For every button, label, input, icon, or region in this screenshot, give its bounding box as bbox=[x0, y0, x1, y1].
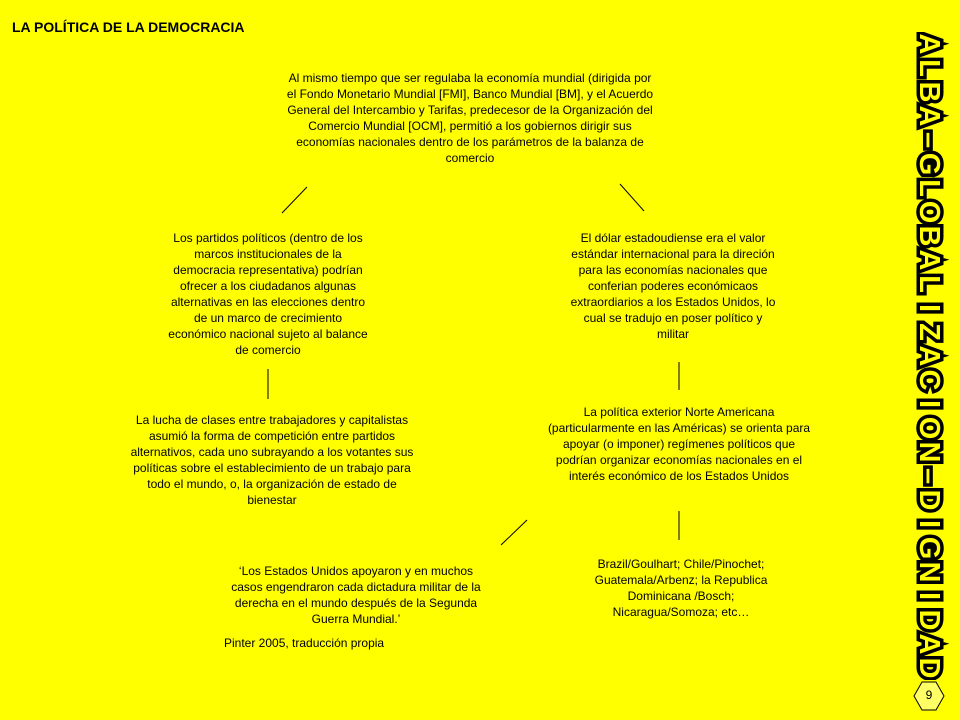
side-label-letter: B bbox=[913, 225, 945, 247]
side-label-letter: L bbox=[913, 179, 945, 197]
side-label-letter: A bbox=[913, 345, 945, 367]
side-label-letter: G bbox=[913, 536, 945, 560]
side-label-letter: A bbox=[913, 105, 945, 127]
side-label-letter: I bbox=[913, 591, 945, 601]
node-examples: Brazil/Goulhart; Chile/Pinochet; Guatemala/Arbenz; la Republica Dominicana /Bosch; Nicaragua/Somoza; etc… bbox=[594, 557, 768, 619]
side-label-letter: D bbox=[913, 609, 945, 631]
connector-top-left bbox=[282, 187, 307, 213]
side-label-letter: L bbox=[913, 59, 945, 77]
node-left-1: Los partidos políticos (dentro de los marcos institucionales de la democracia representativa) podrían ofrecer a los ciudadanos algunas alternativas en las elecciones dentro de un marco de crecimiento económico nacional sujeto al balance de comercio bbox=[168, 231, 368, 357]
connector-center-diagonal bbox=[501, 520, 527, 545]
side-label-letter: O bbox=[913, 200, 945, 224]
side-vertical-label bbox=[892, 32, 960, 680]
side-label-letter: L bbox=[913, 275, 945, 293]
side-label-letter: I bbox=[913, 399, 945, 409]
side-label-letter: C bbox=[913, 369, 945, 391]
side-label-letter: – bbox=[913, 131, 945, 149]
node-citation: Pinter 2005, traducción propia bbox=[224, 636, 385, 650]
side-label-letter: A bbox=[913, 633, 945, 655]
side-label-letter: – bbox=[913, 467, 945, 485]
page-title: LA POLÍTICA DE LA DEMOCRACIA bbox=[12, 19, 245, 35]
side-label-letter: N bbox=[913, 561, 945, 583]
connector-top-right bbox=[620, 184, 644, 211]
side-label-letter: D bbox=[913, 489, 945, 511]
side-label-letter: G bbox=[913, 152, 945, 176]
node-quote: ‘Los Estados Unidos apoyaron y en muchos casos engendraron cada dictadura militar de la derecha en el mundo después de la Segunda Guerra Mundial.’ bbox=[231, 564, 481, 626]
side-label-letter: A bbox=[913, 249, 945, 271]
side-label-letter: I bbox=[913, 303, 945, 313]
node-top: Al mismo tiempo que ser regulaba la economía mundial (dirigida por el Fondo Monetario Mundial [FMI], Banco Mundial [BM], y el Acuerdo General del Intercambio y Tarifas, predecesor de la Organización del Comercio Mundial [OCM], permitió a los gobiernos dirigir sus economías nacionales dentro de los parámetros de la balanza de comercio bbox=[286, 71, 654, 165]
side-label-letter: I bbox=[913, 519, 945, 529]
node-left-2: La lucha de clases entre trabajadores y capitalistas asumió la forma de competición entre partidos alternativos, cada uno subrayando a los votantes sus políticas sobre el establecimiento de un trabajo para todo el mundo, o, la organización de estado de bienestar bbox=[130, 413, 414, 507]
side-label-letter: B bbox=[913, 81, 945, 103]
page-number: 9 bbox=[925, 688, 933, 702]
node-right-2: La política exterior Norte Americana (particularmente en las Américas) se orienta para apoyar (o imponer) regímenes políticos que podrían organizar economías nacionales en el interés económico de los Estados Unidos bbox=[547, 405, 811, 483]
side-label-letter: A bbox=[913, 33, 945, 55]
side-label-letter: O bbox=[913, 416, 945, 440]
side-label-letter: D bbox=[913, 657, 945, 679]
node-right-1: El dólar estadoudiense era el valor estándar internacional para la direción para las economías nacionales que conferian poderes económicaos extraordiarios a los Estados Unidos, lo cual se tradujo en poser político y militar bbox=[570, 231, 776, 341]
side-label-letter: Z bbox=[913, 323, 945, 341]
side-label-letter: N bbox=[913, 441, 945, 463]
